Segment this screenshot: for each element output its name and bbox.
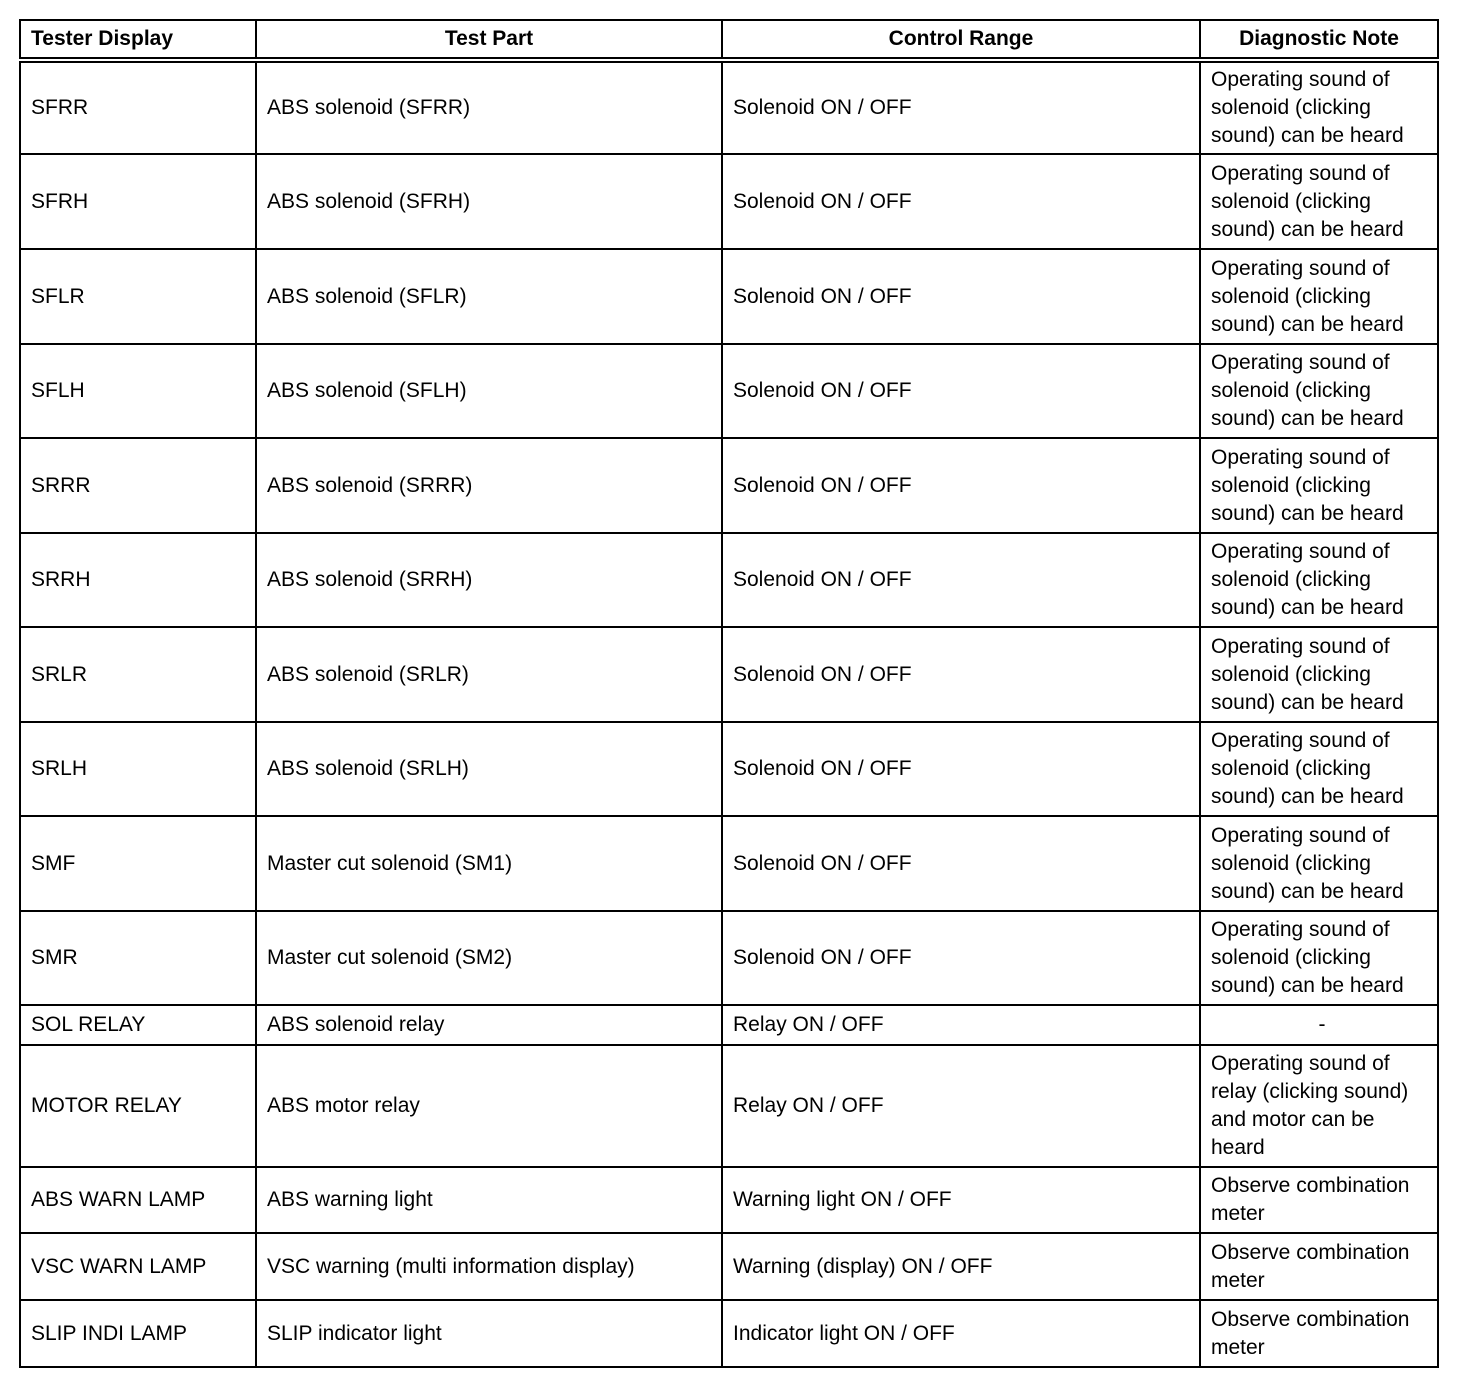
- cell-diagnostic-note: Operating sound of solenoid (clicking sound) can be heard: [1200, 627, 1438, 722]
- header-tester-display: Tester Display: [20, 20, 256, 60]
- cell-test-part: Master cut solenoid (SM2): [256, 911, 722, 1005]
- cell-tester-display: SRRR: [20, 438, 256, 533]
- cell-tester-display: SMR: [20, 911, 256, 1005]
- header-diagnostic-note: Diagnostic Note: [1200, 20, 1438, 60]
- cell-control-range: Solenoid ON / OFF: [722, 60, 1200, 154]
- cell-control-range: Solenoid ON / OFF: [722, 154, 1200, 249]
- cell-diagnostic-note: Operating sound of solenoid (clicking sound) can be heard: [1200, 249, 1438, 344]
- table-row: [20, 1233, 1438, 1300]
- cell-diagnostic-note: Operating sound of relay (clicking sound) and motor can be heard: [1200, 1045, 1438, 1167]
- table-row: [20, 911, 1438, 1005]
- cell-tester-display: SRLH: [20, 722, 256, 816]
- cell-tester-display: SMF: [20, 816, 256, 911]
- cell-test-part: ABS solenoid (SRRR): [256, 438, 722, 533]
- cell-test-part: ABS motor relay: [256, 1045, 722, 1167]
- table-row: [20, 1167, 1438, 1233]
- cell-diagnostic-note: Observe combination meter: [1200, 1233, 1438, 1300]
- cell-diagnostic-note: Operating sound of solenoid (clicking sound) can be heard: [1200, 154, 1438, 249]
- cell-test-part: ABS solenoid (SRLH): [256, 722, 722, 816]
- table-row: [20, 1045, 1438, 1167]
- cell-test-part: ABS solenoid (SRRH): [256, 533, 722, 627]
- active-test-table: [19, 19, 1439, 1368]
- cell-test-part: ABS solenoid (SFRH): [256, 154, 722, 249]
- table-row: [20, 60, 1438, 154]
- cell-tester-display: MOTOR RELAY: [20, 1045, 256, 1167]
- cell-diagnostic-note: Operating sound of solenoid (clicking sound) can be heard: [1200, 911, 1438, 1005]
- cell-control-range: Warning light ON / OFF: [722, 1167, 1200, 1233]
- cell-tester-display: SFRR: [20, 60, 256, 154]
- header-test-part: Test Part: [256, 20, 722, 60]
- cell-control-range: Solenoid ON / OFF: [722, 249, 1200, 344]
- cell-tester-display: SOL RELAY: [20, 1005, 256, 1045]
- cell-tester-display: SRLR: [20, 627, 256, 722]
- table-row: [20, 1005, 1438, 1045]
- cell-diagnostic-note: Operating sound of solenoid (clicking sound) can be heard: [1200, 533, 1438, 627]
- table-row: [20, 816, 1438, 911]
- cell-test-part: ABS warning light: [256, 1167, 722, 1233]
- table-row: [20, 344, 1438, 438]
- cell-test-part: ABS solenoid (SFRR): [256, 60, 722, 154]
- cell-test-part: Master cut solenoid (SM1): [256, 816, 722, 911]
- cell-diagnostic-note: Operating sound of solenoid (clicking sound) can be heard: [1200, 60, 1438, 154]
- table-header: [20, 20, 1438, 60]
- table-row: [20, 627, 1438, 722]
- header-row: [20, 20, 1438, 60]
- cell-tester-display: VSC WARN LAMP: [20, 1233, 256, 1300]
- cell-diagnostic-note: Operating sound of solenoid (clicking sound) can be heard: [1200, 816, 1438, 911]
- cell-test-part: ABS solenoid relay: [256, 1005, 722, 1045]
- cell-control-range: Solenoid ON / OFF: [722, 438, 1200, 533]
- table-body: [20, 60, 1438, 1367]
- cell-control-range: Indicator light ON / OFF: [722, 1300, 1200, 1367]
- cell-test-part: ABS solenoid (SFLR): [256, 249, 722, 344]
- cell-tester-display: SFRH: [20, 154, 256, 249]
- table-row: [20, 249, 1438, 344]
- table-row: [20, 533, 1438, 627]
- cell-diagnostic-note: -: [1200, 1005, 1438, 1045]
- cell-tester-display: SLIP INDI LAMP: [20, 1300, 256, 1367]
- cell-tester-display: ABS WARN LAMP: [20, 1167, 256, 1233]
- cell-test-part: ABS solenoid (SRLR): [256, 627, 722, 722]
- cell-tester-display: SFLH: [20, 344, 256, 438]
- cell-tester-display: SRRH: [20, 533, 256, 627]
- cell-control-range: Solenoid ON / OFF: [722, 627, 1200, 722]
- cell-control-range: Solenoid ON / OFF: [722, 911, 1200, 1005]
- cell-control-range: Warning (display) ON / OFF: [722, 1233, 1200, 1300]
- table-row: [20, 154, 1438, 249]
- cell-diagnostic-note: Observe combination meter: [1200, 1167, 1438, 1233]
- cell-diagnostic-note: Operating sound of solenoid (clicking sound) can be heard: [1200, 344, 1438, 438]
- cell-control-range: Relay ON / OFF: [722, 1005, 1200, 1045]
- cell-test-part: VSC warning (multi information display): [256, 1233, 722, 1300]
- table-row: [20, 1300, 1438, 1367]
- cell-control-range: Solenoid ON / OFF: [722, 816, 1200, 911]
- table-row: [20, 722, 1438, 816]
- cell-test-part: SLIP indicator light: [256, 1300, 722, 1367]
- cell-control-range: Relay ON / OFF: [722, 1045, 1200, 1167]
- cell-control-range: Solenoid ON / OFF: [722, 344, 1200, 438]
- cell-control-range: Solenoid ON / OFF: [722, 722, 1200, 816]
- cell-test-part: ABS solenoid (SFLH): [256, 344, 722, 438]
- header-control-range: Control Range: [722, 20, 1200, 60]
- cell-diagnostic-note: Observe combination meter: [1200, 1300, 1438, 1367]
- cell-control-range: Solenoid ON / OFF: [722, 533, 1200, 627]
- cell-diagnostic-note: Operating sound of solenoid (clicking sound) can be heard: [1200, 722, 1438, 816]
- cell-tester-display: SFLR: [20, 249, 256, 344]
- table-row: [20, 438, 1438, 533]
- cell-diagnostic-note: Operating sound of solenoid (clicking sound) can be heard: [1200, 438, 1438, 533]
